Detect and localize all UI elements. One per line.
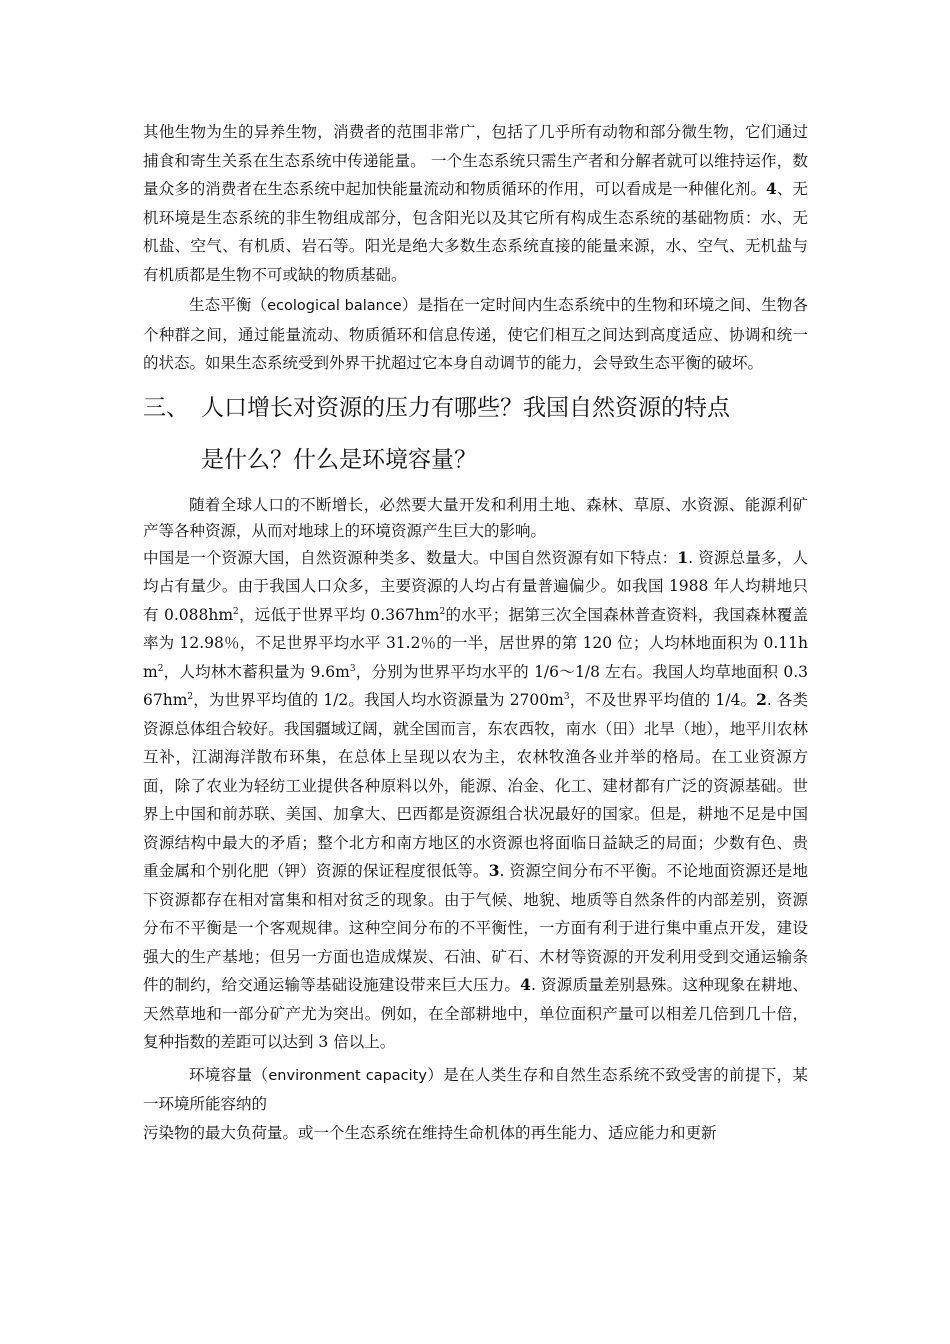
paragraph-continuation: 污染物的最大负荷量。或一个生态系统在维持生命机体的再生能力、适应能力和更新: [143, 1123, 717, 1142]
paragraph-population-growth: 随着全球人口的不断增长，必然要大量开发和利用土地、森林、草原、水资源、能源利矿产等各种资源，从而对地球上的环境资源产生巨大的影响。: [143, 495, 808, 540]
section-number: 三、: [143, 394, 189, 421]
heading-line-2: 是什么？什么是环境容量？: [201, 446, 477, 473]
paragraph-consumers-abiotic: 其他生物为生的异养生物，消费者的范围非常广，包括了几乎所有动物和部分微生物，它们通过捕食和寄生关系在生态系统中传递能量。 一个生态系统只需生产者和分解者就可以维持运作，数量众多的消费者在生态系统中起加快能量流动和物质循环的作用，可以看成是一种催化剂。4、无机环境是生态系统的非生物组成部分，包含阳光以及其它所有构成生态系统的基础物质：水、无机盐、空气、有机质、岩石等。阳光是绝大多数生态系统直接的能量来源，水、空气、无机盐与有机质都是生物不可或缺的物质基础。: [143, 123, 808, 284]
paragraph-environment-capacity: 环境容量（environment capacity）是在人类生存和自然生态系统不致受害的前提下，某一环境所能容纳的: [143, 1065, 808, 1113]
paragraph-resource-features: 中国是一个资源大国，自然资源种类多、数量大。中国自然资源有如下特点：1. 资源总量多，人均占有量少。由于我国人口众多，主要资源的人均占有量普遍偏少。如我国 1988 年人均耕地只有 $0.088hm^2$，远低于世界平均 $0.367hm^2$的水平；据第三次全国森林普查资料，我国森林覆盖率为 12.98％，不足世界平均水平 31.2％的一半，居世界的第 120 位；人均林地面积为 $0.11hm^2$，人均林木蓄积量为 $9.6m^3$，分别为世界平均水平的 1/6～1/8 左右。我国人均草地面积 $0.367hm^2$，为世界平均值的 1/2。我国人均水资源量为 $2700m^3$，不及世界平均值的 1/4。2. 各类资源总体组合较好。我国疆域辽阔，就全国而言，东农西牧，南水（田）北旱（地），地平川农林互补，江湖海洋散布环集，在总体上呈现以农为主，农林牧渔各业并举的格局。在工业资源方面，除了农业为轻纺工业提供各种原料以外，能源、冶金、化工、建材都有广泛的资源基础。世界上中国和前苏联、美国、加拿大、巴西都是资源组合状况最好的国家。但是，耕地不足是中国资源结构中最大的矛盾；整个北方和南方地区的水资源也将面临日益缺乏的局面；少数有色、贵重金属和个别化肥（钾）资源的保证程度很低等。3. 资源空间分布不平衡。不论地面资源还是地下资源都存在相对富集和相对贫乏的现象。由于气候、地貌、地质等自然条件的内部差别，资源分布不平衡是一个客观规律。这种空间分布的不平衡性，一方面有利于进行集中重点开发，建设强大的生产基地；但另一方面也造成煤炭、石油、矿石、木材等资源的开发利用受到交通运输条件的制约，给交通运输等基础设施建设带来巨大压力。4. 资源质量差别悬殊。这种现象在耕地、天然草地和一部分矿产尤为突出。例如，在全部耕地中，单位面积产量可以相差几倍到几十倍，复种指数的差距可以达到 3 倍以上。: [143, 547, 809, 1051]
heading-line-1: 人口增长对资源的压力有哪些？我国自然资源的特点: [201, 394, 730, 421]
english-term: ecological balance: [267, 298, 402, 314]
english-term: environment capacity: [268, 1067, 427, 1084]
paragraph-ecological-balance: 生态平衡（ecological balance）是指在一定时间内生态系统中的生物和环境之间、生物各个种群之间，通过能量流动、物质循环和信息传递，使它们相互之间达到高度适应、协调和统一的状态。如果生态系统受到外界干扰超过它本身自动调节的能力，会导致生态平衡的破坏。: [143, 296, 808, 372]
section-heading: [143, 382, 808, 486]
page-content: [143, 118, 808, 1147]
